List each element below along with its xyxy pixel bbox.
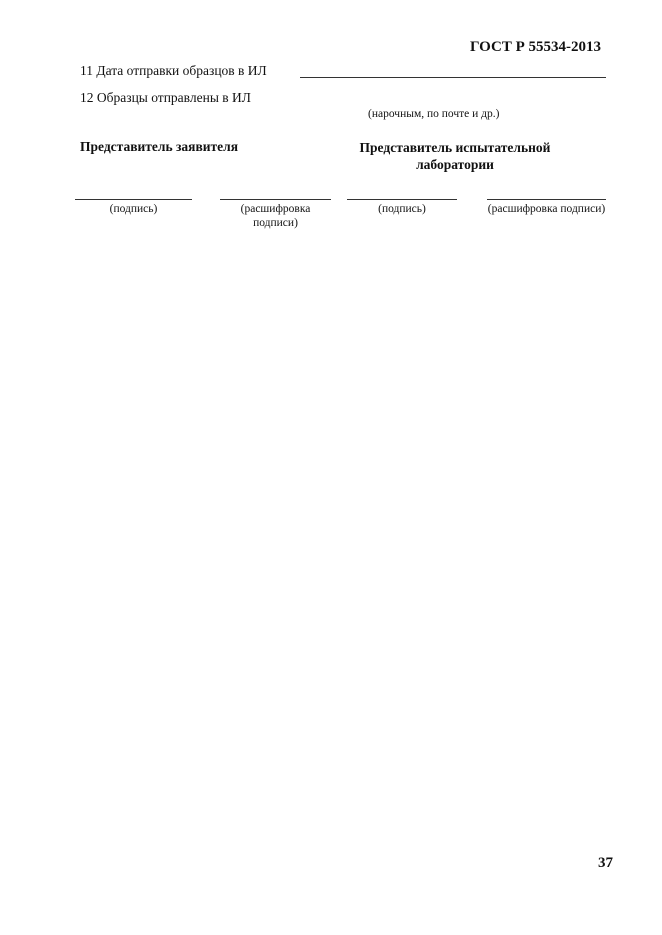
lab-representative-heading: Представитель испытательной лаборатории (359, 140, 551, 172)
signature-caption-lab: (подпись) (378, 203, 426, 215)
document-id: ГОСТ Р 55534-2013 (470, 39, 602, 55)
name-line-applicant (220, 199, 331, 200)
name-caption-lab: (расшифровка подписи) (487, 203, 606, 215)
signature-line-lab (347, 199, 457, 200)
signature-line-applicant (75, 199, 192, 200)
field-12-label: 12 Образцы отправлены в ИЛ (80, 90, 251, 105)
field-11-label: 11 Дата отправки образцов в ИЛ (80, 63, 267, 78)
name-caption-applicant: (расшифровка подписи) (240, 203, 311, 229)
field-11-line (300, 77, 606, 78)
name-line-lab (487, 199, 606, 200)
field-12-hint: (нарочным, по почте и др.) (368, 108, 500, 120)
page-number: 37 (598, 855, 613, 871)
applicant-representative-heading: Представитель заявителя (80, 139, 239, 154)
signature-caption-applicant: (подпись) (109, 203, 158, 215)
